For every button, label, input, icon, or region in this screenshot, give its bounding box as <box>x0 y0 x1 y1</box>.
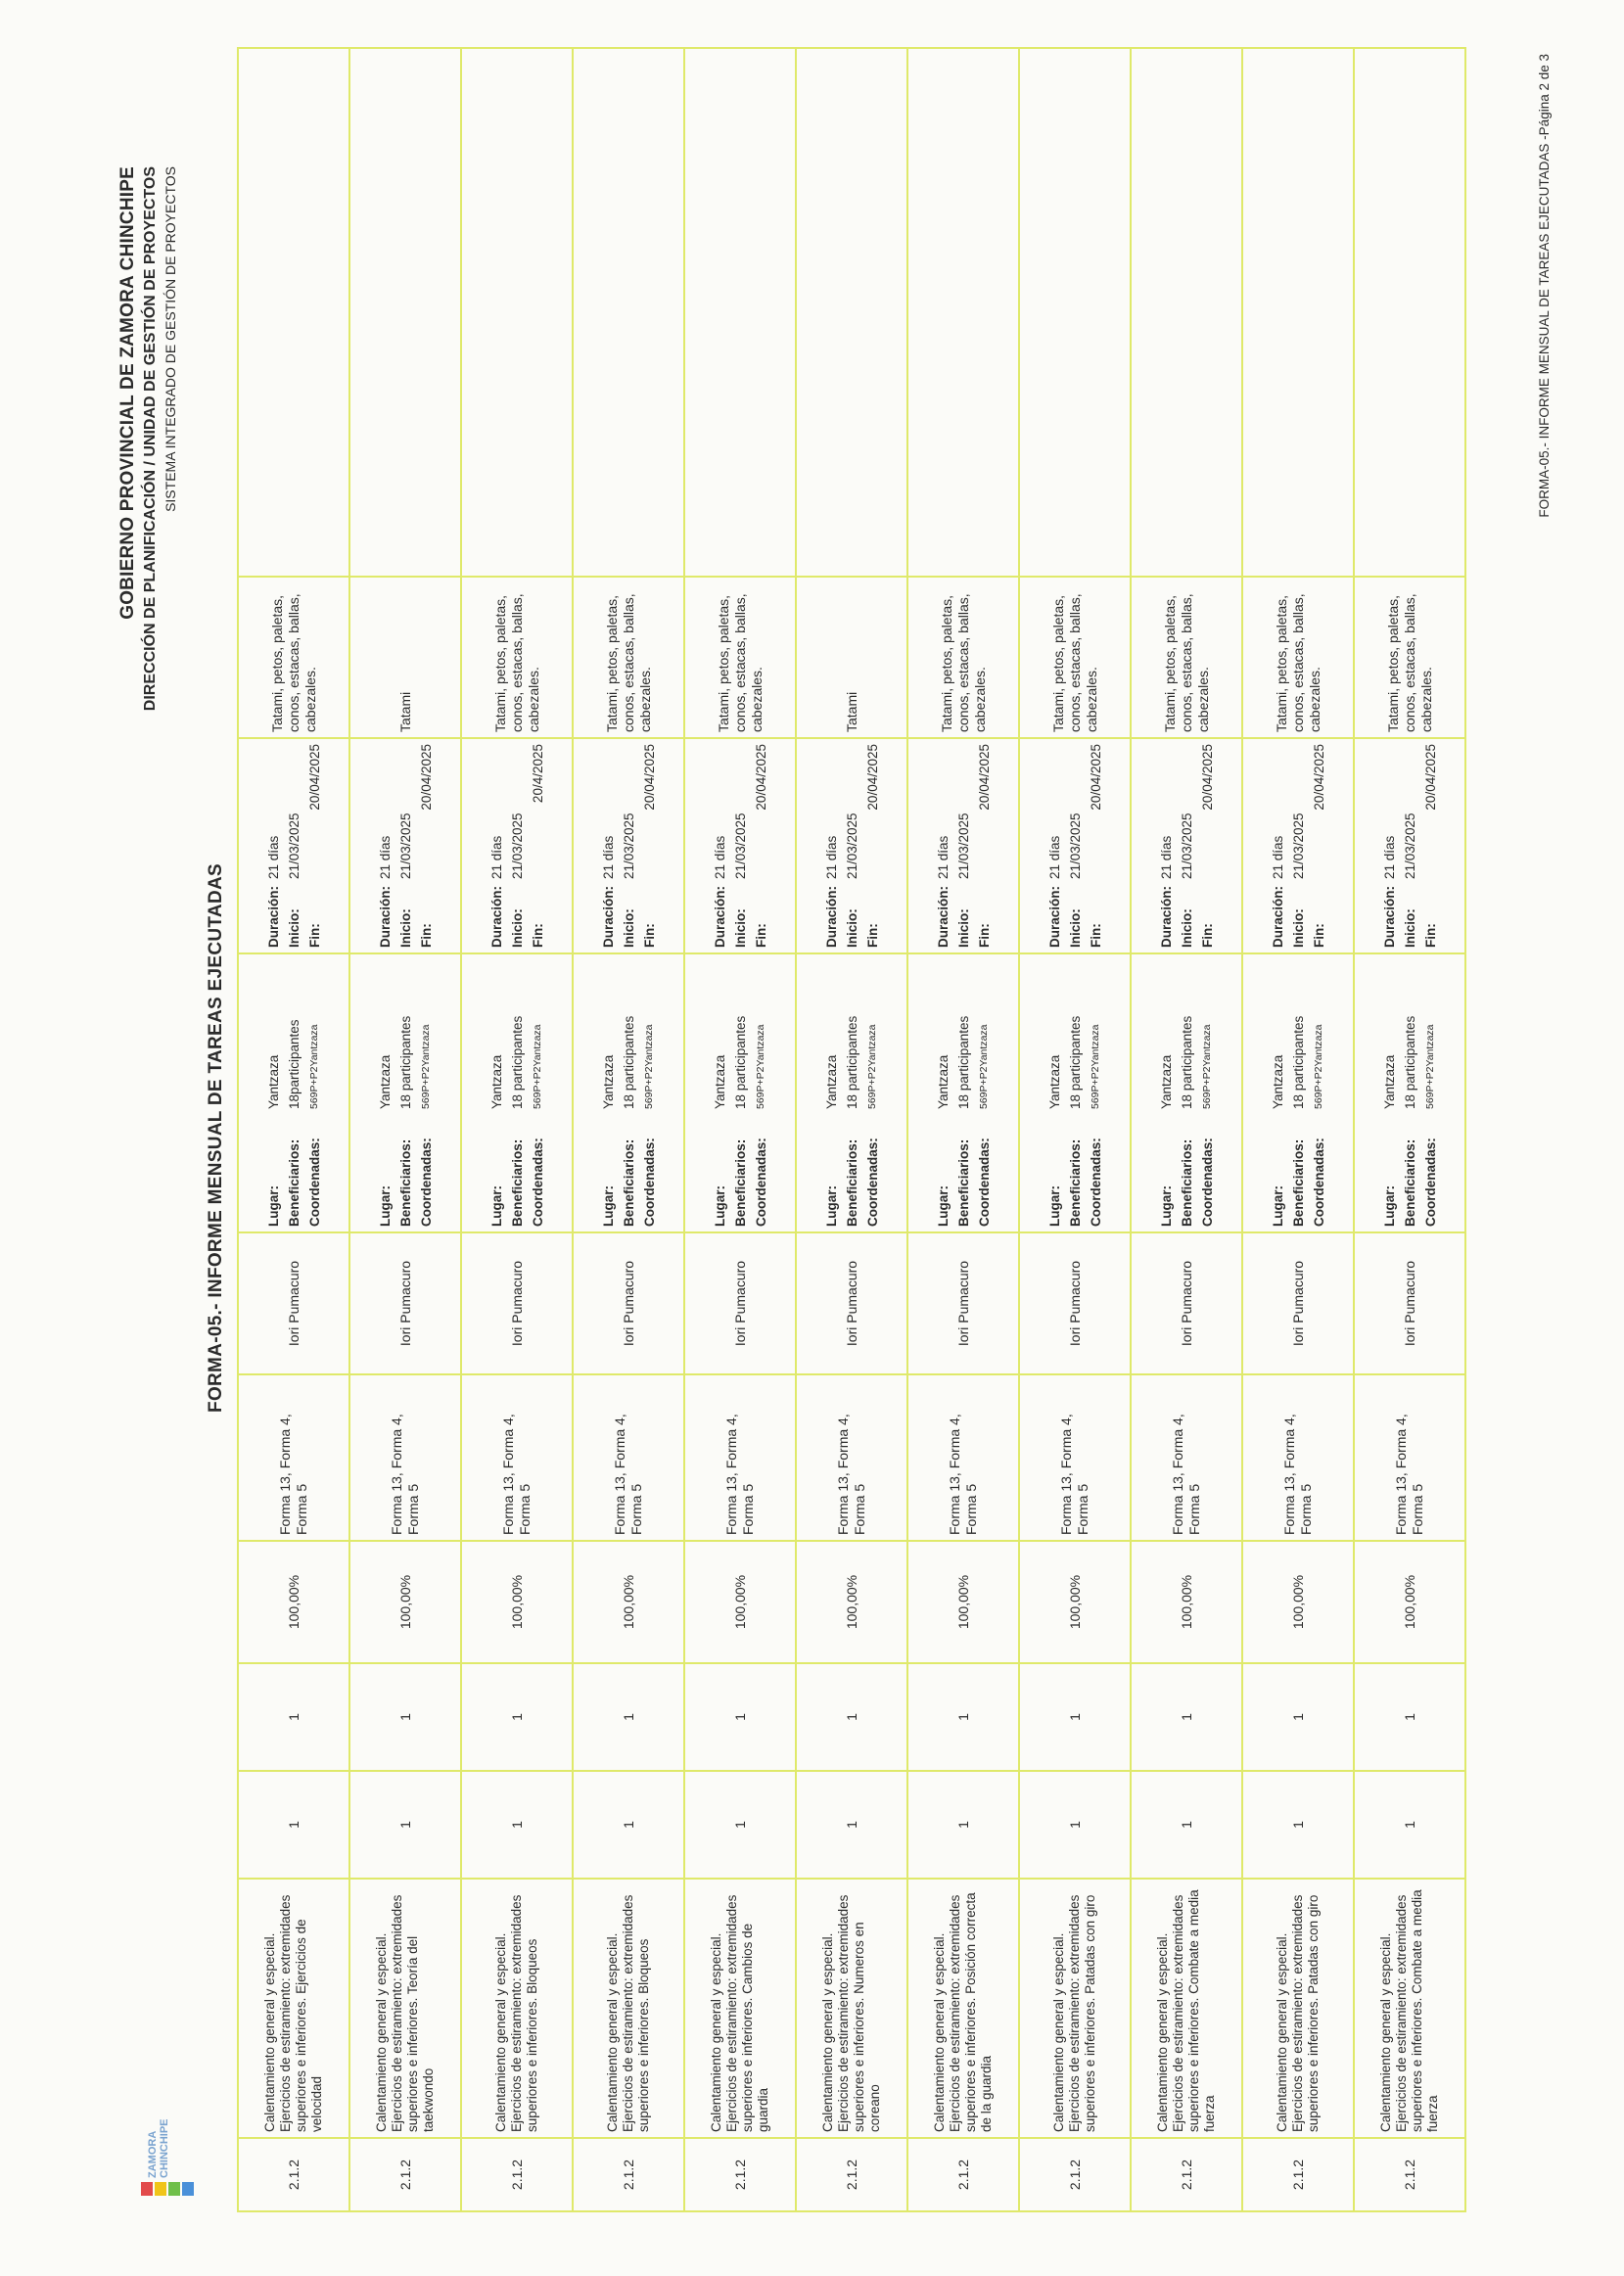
coordenadas-label: Coordenadas: <box>976 1138 992 1227</box>
planned-count: 1 <box>238 1771 349 1879</box>
location-cell <box>1354 953 1465 1232</box>
duracion-label: Duración: <box>1158 885 1174 948</box>
table-row <box>573 48 684 2211</box>
beneficiarios-value: 18 participantes <box>955 1015 971 1109</box>
inicio-label: Inicio: <box>844 908 859 948</box>
inicio-label: Inicio: <box>1179 908 1194 948</box>
fin-value: 20/04/2025 <box>641 744 657 811</box>
fin-label: Fin: <box>1422 923 1438 948</box>
duracion-value: 21 días <box>712 835 727 879</box>
duracion-value: 21 días <box>1158 835 1174 879</box>
beneficiarios-label: Beneficiarios: <box>1179 1138 1194 1227</box>
dates-cell <box>349 738 461 953</box>
fin-value: 20/04/2025 <box>418 744 434 811</box>
location-cell <box>796 953 907 1232</box>
lugar-value: Yantzaza <box>712 1054 727 1109</box>
forms-cell: Forma 13, Forma 4, Forma 5 <box>1019 1374 1131 1541</box>
fin-value: 20/04/2025 <box>1422 744 1438 811</box>
dates-cell <box>573 738 684 953</box>
dates-cell <box>907 738 1019 953</box>
executed-count: 1 <box>1131 1663 1242 1771</box>
table-row <box>796 48 907 2211</box>
materials-cell: Tatami, petos, paletas, conos, estacas, ballas, cabezales. <box>1019 577 1131 738</box>
inicio-label: Inicio: <box>397 908 413 948</box>
fin-value: 20/04/2025 <box>976 744 992 811</box>
duracion-label: Duración: <box>823 885 839 948</box>
planned-count: 1 <box>461 1771 573 1879</box>
location-cell <box>684 953 796 1232</box>
task-code: 2.1.2 <box>684 2138 796 2211</box>
task-code: 2.1.2 <box>573 2138 684 2211</box>
coordenadas-label: Coordenadas: <box>864 1138 880 1227</box>
percent-complete: 100,00% <box>1242 1541 1354 1663</box>
duracion-label: Duración: <box>712 885 727 948</box>
fin-value: 20/04/2025 <box>306 744 322 811</box>
planned-count: 1 <box>349 1771 461 1879</box>
responsible-cell: Iori Pumacuro <box>573 1232 684 1374</box>
fin-label: Fin: <box>418 923 434 948</box>
lugar-label: Lugar: <box>1381 1185 1397 1227</box>
inicio-value: 21/03/2025 <box>1067 813 1083 879</box>
inicio-value: 21/03/2025 <box>1402 813 1417 879</box>
fin-value: 20/04/2025 <box>1088 744 1103 811</box>
task-activity: Calentamiento general y especial. Ejercicios de estiramiento: extremidades superiores e inferiores. Ejercicios de velocidad <box>238 1879 349 2138</box>
inicio-value: 21/03/2025 <box>397 813 413 879</box>
coordenadas-label: Coordenadas: <box>1422 1138 1438 1227</box>
task-code: 2.1.2 <box>1019 2138 1131 2211</box>
fin-label: Fin: <box>530 923 545 948</box>
inicio-label: Inicio: <box>1290 908 1306 948</box>
coordenadas-label: Coordenadas: <box>418 1138 434 1227</box>
location-cell <box>238 953 349 1232</box>
duracion-label: Duración: <box>265 885 281 948</box>
executed-count: 1 <box>796 1663 907 1771</box>
beneficiarios-value: 18participantes <box>286 1019 302 1109</box>
dates-cell <box>1131 738 1242 953</box>
task-code: 2.1.2 <box>796 2138 907 2211</box>
percent-complete: 100,00% <box>796 1541 907 1663</box>
duracion-label: Duración: <box>488 885 504 948</box>
executed-count: 1 <box>1242 1663 1354 1771</box>
lugar-label: Lugar: <box>935 1185 951 1227</box>
document-header <box>117 166 178 1341</box>
fin-label: Fin: <box>864 923 880 948</box>
duracion-value: 21 días <box>1046 835 1062 879</box>
inicio-value: 21/03/2025 <box>621 813 636 879</box>
executed-count: 1 <box>1019 1663 1131 1771</box>
dates-cell <box>1354 738 1465 953</box>
responsible-cell: Iori Pumacuro <box>1019 1232 1131 1374</box>
duracion-value: 21 días <box>600 835 616 879</box>
beneficiarios-label: Beneficiarios: <box>1402 1138 1417 1227</box>
beneficiarios-label: Beneficiarios: <box>955 1138 971 1227</box>
table-row <box>461 48 573 2211</box>
materials-cell: Tatami, petos, paletas, conos, estacas, ballas, cabezales. <box>1354 577 1465 738</box>
dates-cell <box>796 738 907 953</box>
responsible-cell: Iori Pumacuro <box>349 1232 461 1374</box>
lugar-value: Yantzaza <box>823 1054 839 1109</box>
coordenadas-value: 569P+P2Yantzaza <box>642 1024 655 1109</box>
inicio-value: 21/03/2025 <box>955 813 971 879</box>
executed-count: 1 <box>1354 1663 1465 1771</box>
observations-cell <box>349 48 461 577</box>
lugar-value: Yantzaza <box>935 1054 951 1109</box>
beneficiarios-value: 18 participantes <box>1179 1015 1194 1109</box>
beneficiarios-label: Beneficiarios: <box>1067 1138 1083 1227</box>
observations-cell <box>684 48 796 577</box>
task-activity: Calentamiento general y especial. Ejercicios de estiramiento: extremidades superiores e inferiores. Combate a media fuerza <box>1131 1879 1242 2138</box>
planned-count: 1 <box>1131 1771 1242 1879</box>
percent-complete: 100,00% <box>349 1541 461 1663</box>
forms-cell: Forma 13, Forma 4, Forma 5 <box>349 1374 461 1541</box>
lugar-label: Lugar: <box>600 1185 616 1227</box>
coordenadas-value: 569P+P2Yantzaza <box>1423 1024 1436 1109</box>
fin-label: Fin: <box>753 923 768 948</box>
duracion-label: Duración: <box>377 885 393 948</box>
materials-cell: Tatami, petos, paletas, conos, estacas, ballas, cabezales. <box>461 577 573 738</box>
percent-complete: 100,00% <box>1354 1541 1465 1663</box>
coordenadas-value: 569P+P2Yantzaza <box>865 1024 878 1109</box>
lugar-label: Lugar: <box>265 1185 281 1227</box>
beneficiarios-label: Beneficiarios: <box>1290 1138 1306 1227</box>
fin-label: Fin: <box>976 923 992 948</box>
inicio-value: 21/03/2025 <box>844 813 859 879</box>
beneficiarios-value: 18 participantes <box>1402 1015 1417 1109</box>
responsible-cell: Iori Pumacuro <box>238 1232 349 1374</box>
beneficiarios-label: Beneficiarios: <box>621 1138 636 1227</box>
dates-cell <box>238 738 349 953</box>
duracion-label: Duración: <box>1270 885 1285 948</box>
coordenadas-label: Coordenadas: <box>1199 1138 1215 1227</box>
materials-cell: Tatami, petos, paletas, conos, estacas, ballas, cabezales. <box>684 577 796 738</box>
materials-cell: Tatami, petos, paletas, conos, estacas, ballas, cabezales. <box>1242 577 1354 738</box>
inicio-label: Inicio: <box>732 908 748 948</box>
coordenadas-label: Coordenadas: <box>530 1138 545 1227</box>
task-code: 2.1.2 <box>349 2138 461 2211</box>
responsible-cell: Iori Pumacuro <box>796 1232 907 1374</box>
materials-cell: Tatami <box>349 577 461 738</box>
coordenadas-label: Coordenadas: <box>753 1138 768 1227</box>
inicio-value: 21/03/2025 <box>1179 813 1194 879</box>
location-cell <box>461 953 573 1232</box>
location-cell <box>349 953 461 1232</box>
location-cell <box>907 953 1019 1232</box>
task-code: 2.1.2 <box>461 2138 573 2211</box>
zamora-chinchipe-logo <box>139 2118 204 2200</box>
task-code: 2.1.2 <box>1131 2138 1242 2211</box>
task-activity: Calentamiento general y especial. Ejercicios de estiramiento: extremidades superiores e inferiores. Combate a media fuerza <box>1354 1879 1465 2138</box>
duracion-label: Duración: <box>600 885 616 948</box>
beneficiarios-value: 18 participantes <box>621 1015 636 1109</box>
duracion-value: 21 días <box>935 835 951 879</box>
observations-cell <box>461 48 573 577</box>
materials-cell: Tatami, petos, paletas, conos, estacas, ballas, cabezales. <box>238 577 349 738</box>
fin-value: 20/04/2025 <box>1311 744 1326 811</box>
coordenadas-value: 569P+P2Yantzaza <box>1200 1024 1213 1109</box>
beneficiarios-label: Beneficiarios: <box>732 1138 748 1227</box>
observations-cell <box>907 48 1019 577</box>
duracion-label: Duración: <box>935 885 951 948</box>
coordenadas-label: Coordenadas: <box>1311 1138 1326 1227</box>
percent-complete: 100,00% <box>238 1541 349 1663</box>
beneficiarios-label: Beneficiarios: <box>397 1138 413 1227</box>
percent-complete: 100,00% <box>1131 1541 1242 1663</box>
lugar-label: Lugar: <box>488 1185 504 1227</box>
lugar-label: Lugar: <box>1158 1185 1174 1227</box>
coordenadas-value: 569P+P2Yantzaza <box>977 1024 990 1109</box>
executed-count: 1 <box>573 1663 684 1771</box>
duracion-label: Duración: <box>1381 885 1397 948</box>
forms-cell: Forma 13, Forma 4, Forma 5 <box>573 1374 684 1541</box>
fin-value: 20/4/2025 <box>530 744 545 804</box>
dates-cell <box>1019 738 1131 953</box>
materials-cell: Tatami <box>796 577 907 738</box>
responsible-cell: Iori Pumacuro <box>1242 1232 1354 1374</box>
table-row <box>907 48 1019 2211</box>
responsible-cell: Iori Pumacuro <box>1354 1232 1465 1374</box>
executed-count: 1 <box>907 1663 1019 1771</box>
responsible-cell: Iori Pumacuro <box>461 1232 573 1374</box>
percent-complete: 100,00% <box>1019 1541 1131 1663</box>
forms-cell: Forma 13, Forma 4, Forma 5 <box>1242 1374 1354 1541</box>
task-code: 2.1.2 <box>907 2138 1019 2211</box>
task-activity: Calentamiento general y especial. Ejercicios de estiramiento: extremidades superiores e inferiores. Bloqueos <box>461 1879 573 2138</box>
lugar-value: Yantzaza <box>1046 1054 1062 1109</box>
table-row <box>1131 48 1242 2211</box>
table-row <box>238 48 349 2211</box>
task-activity: Calentamiento general y especial. Ejercicios de estiramiento: extremidades superiores e inferiores. Teoría del taekwondo <box>349 1879 461 2138</box>
planned-count: 1 <box>1019 1771 1131 1879</box>
forms-cell: Forma 13, Forma 4, Forma 5 <box>684 1374 796 1541</box>
lugar-value: Yantzaza <box>600 1054 616 1109</box>
fin-value: 20/04/2025 <box>864 744 880 811</box>
lugar-value: Yantzaza <box>1381 1054 1397 1109</box>
table-row <box>1354 48 1465 2211</box>
lugar-label: Lugar: <box>823 1185 839 1227</box>
beneficiarios-value: 18 participantes <box>844 1015 859 1109</box>
duracion-value: 21 días <box>265 835 281 879</box>
beneficiarios-value: 18 participantes <box>509 1015 525 1109</box>
responsible-cell: Iori Pumacuro <box>1131 1232 1242 1374</box>
executed-count: 1 <box>238 1663 349 1771</box>
fin-value: 20/04/2025 <box>753 744 768 811</box>
forms-cell: Forma 13, Forma 4, Forma 5 <box>907 1374 1019 1541</box>
beneficiarios-value: 18 participantes <box>397 1015 413 1109</box>
lugar-value: Yantzaza <box>1158 1054 1174 1109</box>
logo-line1: ZAMORA <box>147 2130 159 2178</box>
task-code: 2.1.2 <box>238 2138 349 2211</box>
lugar-label: Lugar: <box>1046 1185 1062 1227</box>
task-code: 2.1.2 <box>1242 2138 1354 2211</box>
fin-label: Fin: <box>641 923 657 948</box>
duracion-value: 21 días <box>1381 835 1397 879</box>
lugar-value: Yantzaza <box>377 1054 393 1109</box>
coordenadas-value: 569P+P2Yantzaza <box>1089 1024 1101 1109</box>
observations-cell <box>1242 48 1354 577</box>
coordenadas-label: Coordenadas: <box>641 1138 657 1227</box>
lugar-label: Lugar: <box>712 1185 727 1227</box>
lugar-label: Lugar: <box>377 1185 393 1227</box>
location-cell <box>1131 953 1242 1232</box>
form-title: FORMA-05.- INFORME MENSUAL DE TAREAS EJECUTADAS <box>206 863 226 1413</box>
inicio-label: Inicio: <box>621 908 636 948</box>
responsible-cell: Iori Pumacuro <box>907 1232 1019 1374</box>
org-name: GOBIERNO PROVINCIAL DE ZAMORA CHINCHIPE <box>117 166 138 620</box>
beneficiarios-value: 18 participantes <box>1067 1015 1083 1109</box>
materials-cell: Tatami, petos, paletas, conos, estacas, ballas, cabezales. <box>907 577 1019 738</box>
beneficiarios-value: 18 participantes <box>732 1015 748 1109</box>
task-activity: Calentamiento general y especial. Ejercicios de estiramiento: extremidades superiores e inferiores. Patadas con giro <box>1019 1879 1131 2138</box>
fin-label: Fin: <box>306 923 322 948</box>
fin-label: Fin: <box>1088 923 1103 948</box>
beneficiarios-label: Beneficiarios: <box>286 1138 302 1227</box>
coordenadas-label: Coordenadas: <box>306 1138 322 1227</box>
duracion-value: 21 días <box>823 835 839 879</box>
logo-line2: CHINCHIPE <box>159 2118 170 2178</box>
table-row <box>349 48 461 2211</box>
inicio-value: 21/03/2025 <box>286 813 302 879</box>
inicio-value: 21/03/2025 <box>509 813 525 879</box>
coordenadas-value: 569P+P2Yantzaza <box>307 1024 320 1109</box>
planned-count: 1 <box>907 1771 1019 1879</box>
system-name: SISTEMA INTEGRADO DE GESTIÓN DE PROYECTOS <box>162 166 178 512</box>
materials-cell: Tatami, petos, paletas, conos, estacas, ballas, cabezales. <box>1131 577 1242 738</box>
planned-count: 1 <box>1242 1771 1354 1879</box>
table-row <box>684 48 796 2211</box>
forms-cell: Forma 13, Forma 4, Forma 5 <box>461 1374 573 1541</box>
observations-cell <box>1019 48 1131 577</box>
beneficiarios-label: Beneficiarios: <box>509 1138 525 1227</box>
planned-count: 1 <box>573 1771 684 1879</box>
task-activity: Calentamiento general y especial. Ejercicios de estiramiento: extremidades superiores e inferiores. Bloqueos <box>573 1879 684 2138</box>
observations-cell <box>238 48 349 577</box>
inicio-value: 21/03/2025 <box>1290 813 1306 879</box>
location-cell <box>573 953 684 1232</box>
percent-complete: 100,00% <box>461 1541 573 1663</box>
inicio-label: Inicio: <box>955 908 971 948</box>
coordenadas-value: 569P+P2Yantzaza <box>531 1024 543 1109</box>
beneficiarios-label: Beneficiarios: <box>844 1138 859 1227</box>
dates-cell <box>1242 738 1354 953</box>
responsible-cell: Iori Pumacuro <box>684 1232 796 1374</box>
table-row <box>1019 48 1131 2211</box>
forms-cell: Forma 13, Forma 4, Forma 5 <box>796 1374 907 1541</box>
planned-count: 1 <box>796 1771 907 1879</box>
coordenadas-value: 569P+P2Yantzaza <box>1312 1024 1324 1109</box>
inicio-label: Inicio: <box>509 908 525 948</box>
table-body <box>238 48 1465 2211</box>
inicio-value: 21/03/2025 <box>732 813 748 879</box>
duracion-label: Duración: <box>1046 885 1062 948</box>
forms-cell: Forma 13, Forma 4, Forma 5 <box>238 1374 349 1541</box>
percent-complete: 100,00% <box>573 1541 684 1663</box>
tasks-table <box>237 47 1466 2212</box>
executed-count: 1 <box>461 1663 573 1771</box>
materials-cell: Tatami, petos, paletas, conos, estacas, ballas, cabezales. <box>573 577 684 738</box>
inicio-label: Inicio: <box>286 908 302 948</box>
inicio-label: Inicio: <box>1067 908 1083 948</box>
observations-cell <box>1354 48 1465 577</box>
task-activity: Calentamiento general y especial. Ejercicios de estiramiento: extremidades superiores e inferiores. Numeros en coreano <box>796 1879 907 2138</box>
observations-cell <box>796 48 907 577</box>
fin-value: 20/04/2025 <box>1199 744 1215 811</box>
page-footer: FORMA-05.- INFORME MENSUAL DE TAREAS EJECUTADAS -Página 2 de 3 <box>1537 54 1552 518</box>
duracion-value: 21 días <box>1270 835 1285 879</box>
forms-cell: Forma 13, Forma 4, Forma 5 <box>1354 1374 1465 1541</box>
task-activity: Calentamiento general y especial. Ejercicios de estiramiento: extremidades superiores e inferiores. Posición correcta de la guardia <box>907 1879 1019 2138</box>
lugar-value: Yantzaza <box>265 1054 281 1109</box>
observations-cell <box>573 48 684 577</box>
lugar-label: Lugar: <box>1270 1185 1285 1227</box>
task-activity: Calentamiento general y especial. Ejercicios de estiramiento: extremidades superiores e inferiores. Cambios de guardia <box>684 1879 796 2138</box>
executed-count: 1 <box>684 1663 796 1771</box>
forms-cell: Forma 13, Forma 4, Forma 5 <box>1131 1374 1242 1541</box>
duracion-value: 21 días <box>377 835 393 879</box>
dates-cell <box>461 738 573 953</box>
fin-label: Fin: <box>1311 923 1326 948</box>
beneficiarios-value: 18 participantes <box>1290 1015 1306 1109</box>
location-cell <box>1242 953 1354 1232</box>
lugar-value: Yantzaza <box>488 1054 504 1109</box>
planned-count: 1 <box>684 1771 796 1879</box>
lugar-value: Yantzaza <box>1270 1054 1285 1109</box>
planned-count: 1 <box>1354 1771 1465 1879</box>
task-code: 2.1.2 <box>1354 2138 1465 2211</box>
executed-count: 1 <box>349 1663 461 1771</box>
coordenadas-label: Coordenadas: <box>1088 1138 1103 1227</box>
location-cell <box>1019 953 1131 1232</box>
inicio-label: Inicio: <box>1402 908 1417 948</box>
task-activity: Calentamiento general y especial. Ejercicios de estiramiento: extremidades superiores e inferiores. Patadas con giro <box>1242 1879 1354 2138</box>
dates-cell <box>684 738 796 953</box>
duracion-value: 21 días <box>488 835 504 879</box>
percent-complete: 100,00% <box>684 1541 796 1663</box>
percent-complete: 100,00% <box>907 1541 1019 1663</box>
department-name: DIRECCIÓN DE PLANIFICACIÓN / UNIDAD DE GESTIÓN DE PROYECTOS <box>142 166 159 712</box>
table-row <box>1242 48 1354 2211</box>
coordenadas-value: 569P+P2Yantzaza <box>419 1024 432 1109</box>
observations-cell <box>1131 48 1242 577</box>
fin-label: Fin: <box>1199 923 1215 948</box>
coordenadas-value: 569P+P2Yantzaza <box>754 1024 766 1109</box>
